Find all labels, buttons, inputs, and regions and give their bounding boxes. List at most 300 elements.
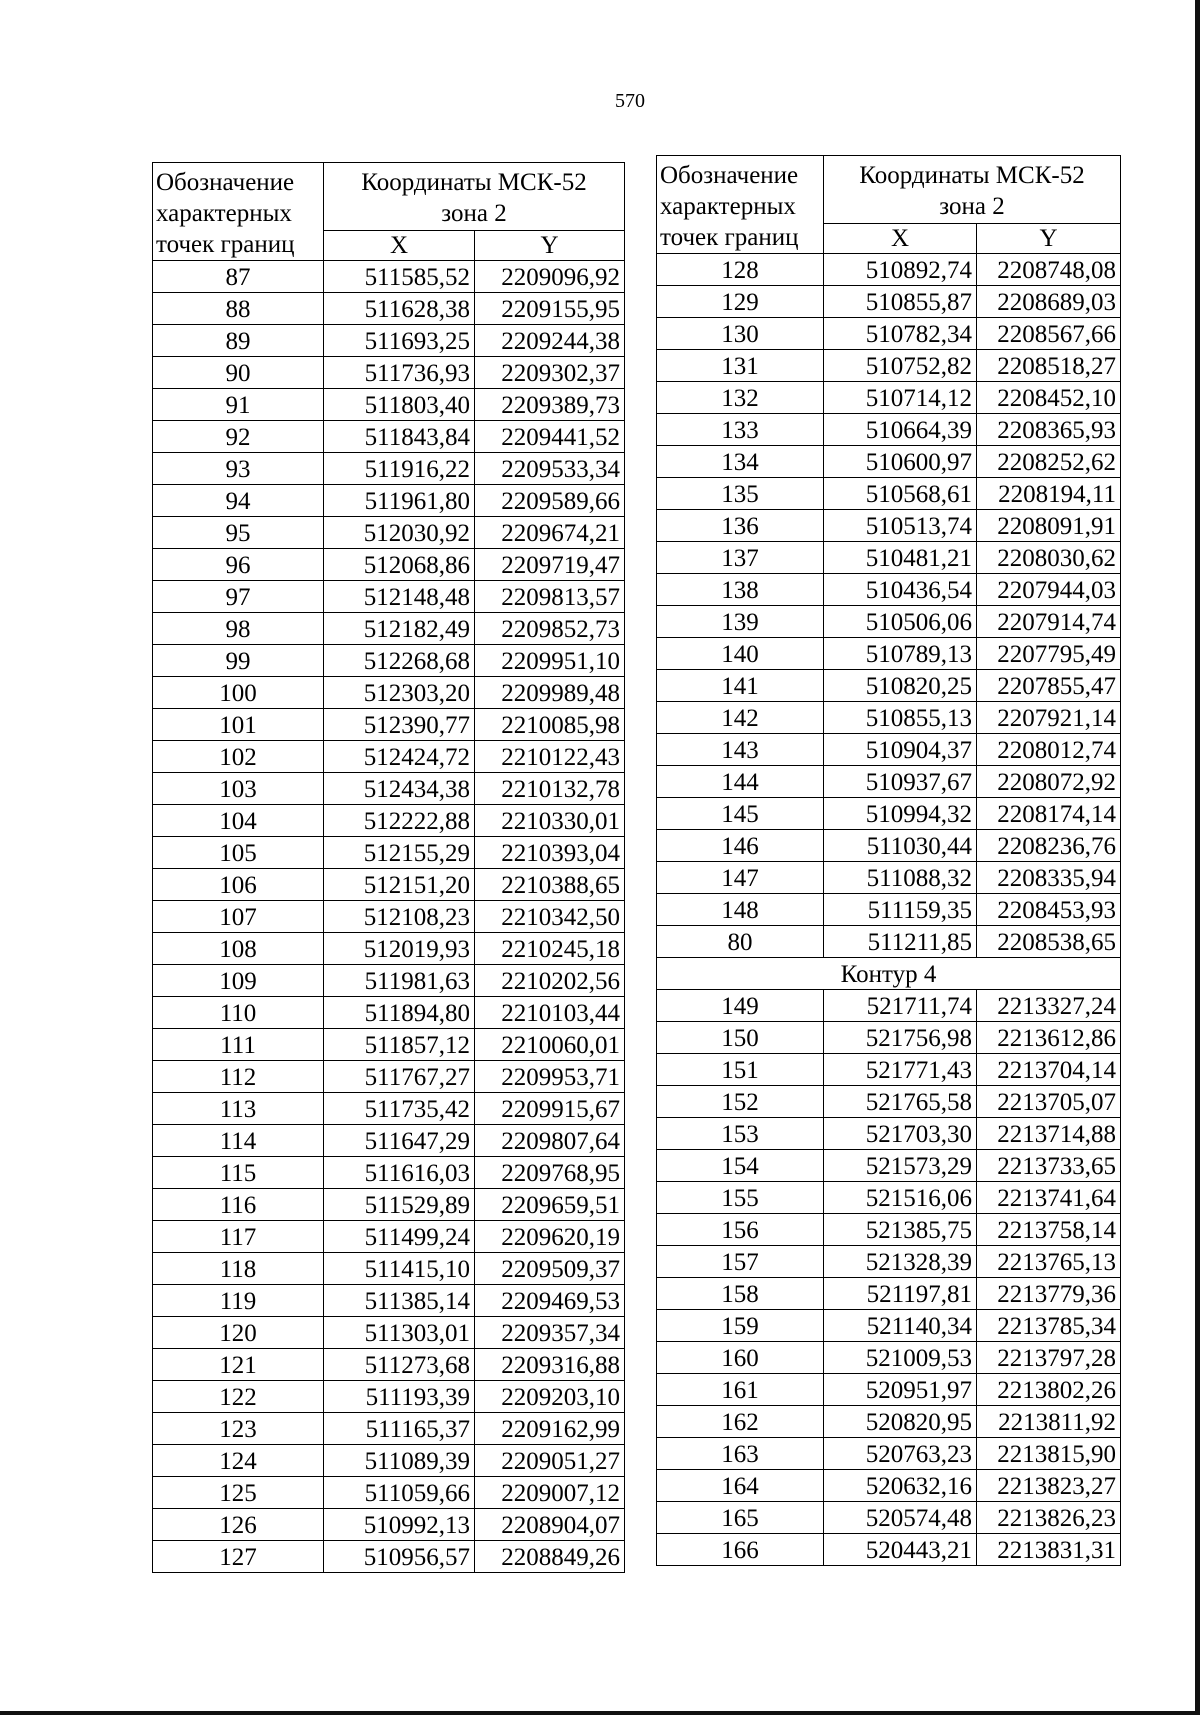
header-coordinates-system: Координаты МСК-52 (859, 162, 1085, 189)
point-id-cell: 125 (153, 1477, 324, 1509)
point-id-cell: 163 (657, 1438, 824, 1470)
point-id-cell: 89 (153, 325, 324, 357)
header-coordinates-zone: зона 2 (939, 193, 1005, 220)
x-coordinate-cell: 512068,86 (324, 549, 475, 581)
table-row (153, 1253, 625, 1285)
table-row (657, 1502, 1121, 1534)
x-coordinate-cell: 521140,34 (824, 1310, 977, 1342)
table-row (153, 805, 625, 837)
point-id-cell: 113 (153, 1093, 324, 1125)
point-id-cell: 141 (657, 670, 824, 702)
y-coordinate-cell: 2208236,76 (977, 830, 1121, 862)
x-coordinate-cell: 511894,80 (324, 997, 475, 1029)
left-table-body (153, 261, 625, 1573)
x-coordinate-cell: 521516,06 (824, 1182, 977, 1214)
x-coordinate-cell: 520632,16 (824, 1470, 977, 1502)
point-id-cell: 114 (153, 1125, 324, 1157)
x-coordinate-cell: 511767,27 (324, 1061, 475, 1093)
point-id-cell: 134 (657, 446, 824, 478)
point-id-cell: 103 (153, 773, 324, 805)
x-coordinate-cell: 512030,92 (324, 517, 475, 549)
point-id-cell: 110 (153, 997, 324, 1029)
point-id-cell: 109 (153, 965, 324, 997)
x-coordinate-cell: 511088,32 (824, 862, 977, 894)
header-x: X (824, 224, 977, 254)
x-coordinate-cell: 511059,66 (324, 1477, 475, 1509)
y-coordinate-cell: 2213823,27 (977, 1470, 1121, 1502)
header-coordinates-zone: зона 2 (441, 200, 507, 227)
y-coordinate-cell: 2208567,66 (977, 318, 1121, 350)
x-coordinate-cell: 511961,80 (324, 485, 475, 517)
y-coordinate-cell: 2210103,44 (475, 997, 625, 1029)
y-coordinate-cell: 2207914,74 (977, 606, 1121, 638)
y-coordinate-cell: 2208194,11 (977, 478, 1121, 510)
point-id-cell: 118 (153, 1253, 324, 1285)
table-row (657, 318, 1121, 350)
y-coordinate-cell: 2210122,43 (475, 741, 625, 773)
y-coordinate-cell: 2208012,74 (977, 734, 1121, 766)
table-row (657, 478, 1121, 510)
x-coordinate-cell: 510892,74 (824, 254, 977, 286)
y-coordinate-cell: 2208365,93 (977, 414, 1121, 446)
point-id-cell: 145 (657, 798, 824, 830)
point-id-cell: 138 (657, 574, 824, 606)
y-coordinate-cell: 2209357,34 (475, 1317, 625, 1349)
point-id-cell: 131 (657, 350, 824, 382)
y-coordinate-cell: 2208174,14 (977, 798, 1121, 830)
table-row (657, 1054, 1121, 1086)
y-coordinate-cell: 2213779,36 (977, 1278, 1121, 1310)
table-row (153, 1029, 625, 1061)
point-id-cell: 127 (153, 1541, 324, 1573)
table-row (657, 670, 1121, 702)
point-id-cell: 121 (153, 1349, 324, 1381)
point-id-cell: 101 (153, 709, 324, 741)
point-id-cell: 90 (153, 357, 324, 389)
table-row (657, 766, 1121, 798)
y-coordinate-cell: 2209469,53 (475, 1285, 625, 1317)
y-coordinate-cell: 2207795,49 (977, 638, 1121, 670)
table-row (153, 1285, 625, 1317)
y-coordinate-cell: 2208335,94 (977, 862, 1121, 894)
point-id-cell: 152 (657, 1086, 824, 1118)
x-coordinate-cell: 512182,49 (324, 613, 475, 645)
x-coordinate-cell: 521765,58 (824, 1086, 977, 1118)
y-coordinate-cell: 2210388,65 (475, 869, 625, 901)
point-id-cell: 128 (657, 254, 824, 286)
y-coordinate-cell: 2208252,62 (977, 446, 1121, 478)
x-coordinate-cell: 510506,06 (824, 606, 977, 638)
x-coordinate-cell: 510904,37 (824, 734, 977, 766)
y-coordinate-cell: 2209813,57 (475, 581, 625, 613)
table-row (657, 798, 1121, 830)
point-id-cell: 156 (657, 1214, 824, 1246)
scan-edge-right (1195, 0, 1200, 1715)
x-coordinate-cell: 521009,53 (824, 1342, 977, 1374)
table-row (153, 1477, 625, 1509)
point-id-cell: 135 (657, 478, 824, 510)
point-id-cell: 160 (657, 1342, 824, 1374)
point-id-cell: 133 (657, 414, 824, 446)
y-coordinate-cell: 2208453,93 (977, 894, 1121, 926)
y-coordinate-cell: 2213733,65 (977, 1150, 1121, 1182)
table-row (153, 997, 625, 1029)
table-row (657, 510, 1121, 542)
point-id-cell: 132 (657, 382, 824, 414)
y-coordinate-cell: 2210393,04 (475, 837, 625, 869)
point-id-cell: 136 (657, 510, 824, 542)
x-coordinate-cell: 521756,98 (824, 1022, 977, 1054)
point-id-cell: 111 (153, 1029, 324, 1061)
table-row (657, 254, 1121, 286)
y-coordinate-cell: 2207944,03 (977, 574, 1121, 606)
point-id-cell: 147 (657, 862, 824, 894)
x-coordinate-cell: 512424,72 (324, 741, 475, 773)
x-coordinate-cell: 510937,67 (824, 766, 977, 798)
point-id-cell: 100 (153, 677, 324, 709)
x-coordinate-cell: 511211,85 (824, 926, 977, 958)
x-coordinate-cell: 510752,82 (824, 350, 977, 382)
point-id-cell: 123 (153, 1413, 324, 1445)
y-coordinate-cell: 2209659,51 (475, 1189, 625, 1221)
y-coordinate-cell: 2208904,07 (475, 1509, 625, 1541)
point-id-cell: 166 (657, 1534, 824, 1566)
table-row (153, 1413, 625, 1445)
point-id-cell: 115 (153, 1157, 324, 1189)
y-coordinate-cell: 2208452,10 (977, 382, 1121, 414)
header-y: Y (977, 224, 1121, 254)
x-coordinate-cell: 510664,39 (824, 414, 977, 446)
y-coordinate-cell: 2208030,62 (977, 542, 1121, 574)
table-row (153, 1093, 625, 1125)
y-coordinate-cell: 2213797,28 (977, 1342, 1121, 1374)
table-row (153, 1381, 625, 1413)
table-row (153, 1349, 625, 1381)
table-row (657, 414, 1121, 446)
x-coordinate-cell: 511616,03 (324, 1157, 475, 1189)
x-coordinate-cell: 511529,89 (324, 1189, 475, 1221)
point-id-cell: 126 (153, 1509, 324, 1541)
y-coordinate-cell: 2209852,73 (475, 613, 625, 645)
table-row (657, 1022, 1121, 1054)
y-coordinate-cell: 2209155,95 (475, 293, 625, 325)
header-coordinates-system: Координаты МСК-52 (361, 169, 587, 196)
y-coordinate-cell: 2209953,71 (475, 1061, 625, 1093)
point-id-cell: 105 (153, 837, 324, 869)
table-row (153, 677, 625, 709)
point-id-cell: 97 (153, 581, 324, 613)
point-id-cell: 94 (153, 485, 324, 517)
scan-edge-bottom (0, 1711, 1200, 1715)
x-coordinate-cell: 520951,97 (824, 1374, 977, 1406)
y-coordinate-cell: 2209807,64 (475, 1125, 625, 1157)
x-coordinate-cell: 512222,88 (324, 805, 475, 837)
table-row (657, 1086, 1121, 1118)
header-y: Y (475, 231, 625, 261)
y-coordinate-cell: 2213802,26 (977, 1374, 1121, 1406)
x-coordinate-cell: 511736,93 (324, 357, 475, 389)
table-row (657, 606, 1121, 638)
y-coordinate-cell: 2213758,14 (977, 1214, 1121, 1246)
table-row (153, 773, 625, 805)
x-coordinate-cell: 520763,23 (824, 1438, 977, 1470)
x-coordinate-cell: 511916,22 (324, 453, 475, 485)
header-coordinates (324, 163, 625, 231)
y-coordinate-cell: 2209951,10 (475, 645, 625, 677)
y-coordinate-cell: 2213612,86 (977, 1022, 1121, 1054)
x-coordinate-cell: 510855,13 (824, 702, 977, 734)
x-coordinate-cell: 510600,97 (824, 446, 977, 478)
x-coordinate-cell: 511857,12 (324, 1029, 475, 1061)
table-row (657, 1438, 1121, 1470)
x-coordinate-cell: 511193,39 (324, 1381, 475, 1413)
table-row (657, 1246, 1121, 1278)
point-id-cell: 98 (153, 613, 324, 645)
point-id-cell: 120 (153, 1317, 324, 1349)
table-row (153, 581, 625, 613)
y-coordinate-cell: 2210342,50 (475, 901, 625, 933)
point-id-cell: 102 (153, 741, 324, 773)
table-row (153, 741, 625, 773)
table-row (153, 389, 625, 421)
point-id-cell: 108 (153, 933, 324, 965)
x-coordinate-cell: 510513,74 (824, 510, 977, 542)
point-id-cell: 144 (657, 766, 824, 798)
x-coordinate-cell: 521197,81 (824, 1278, 977, 1310)
x-coordinate-cell: 511089,39 (324, 1445, 475, 1477)
coordinates-table-right (656, 155, 1121, 1566)
point-id-cell: 158 (657, 1278, 824, 1310)
x-coordinate-cell: 521711,74 (824, 990, 977, 1022)
table-row (153, 709, 625, 741)
x-coordinate-cell: 511273,68 (324, 1349, 475, 1381)
y-coordinate-cell: 2209203,10 (475, 1381, 625, 1413)
x-coordinate-cell: 512303,20 (324, 677, 475, 709)
table-row (153, 1317, 625, 1349)
x-coordinate-cell: 510782,34 (824, 318, 977, 350)
point-id-cell: 148 (657, 894, 824, 926)
y-coordinate-cell: 2209719,47 (475, 549, 625, 581)
table-row (153, 933, 625, 965)
point-id-cell: 116 (153, 1189, 324, 1221)
y-coordinate-cell: 2213826,23 (977, 1502, 1121, 1534)
table-row (153, 869, 625, 901)
table-row (153, 325, 625, 357)
point-id-cell: 140 (657, 638, 824, 670)
x-coordinate-cell: 512434,38 (324, 773, 475, 805)
y-coordinate-cell: 2209768,95 (475, 1157, 625, 1189)
x-coordinate-cell: 511647,29 (324, 1125, 475, 1157)
table-row (657, 1406, 1121, 1438)
y-coordinate-cell: 2213705,07 (977, 1086, 1121, 1118)
y-coordinate-cell: 2207855,47 (977, 670, 1121, 702)
x-coordinate-cell: 511628,38 (324, 293, 475, 325)
x-coordinate-cell: 511585,52 (324, 261, 475, 293)
y-coordinate-cell: 2208091,91 (977, 510, 1121, 542)
y-coordinate-cell: 2210085,98 (475, 709, 625, 741)
point-id-cell: 104 (153, 805, 324, 837)
table-row (153, 901, 625, 933)
right-table-body (657, 254, 1121, 1566)
x-coordinate-cell: 510956,57 (324, 1541, 475, 1573)
table-row (153, 613, 625, 645)
y-coordinate-cell: 2213704,14 (977, 1054, 1121, 1086)
point-id-cell: 96 (153, 549, 324, 581)
table-row (657, 574, 1121, 606)
x-coordinate-cell: 511030,44 (824, 830, 977, 862)
table-row (657, 702, 1121, 734)
point-id-cell: 157 (657, 1246, 824, 1278)
y-coordinate-cell: 2208849,26 (475, 1541, 625, 1573)
table-row (657, 1310, 1121, 1342)
x-coordinate-cell: 512151,20 (324, 869, 475, 901)
point-id-cell: 80 (657, 926, 824, 958)
table-row (153, 965, 625, 997)
x-coordinate-cell: 511385,14 (324, 1285, 475, 1317)
y-coordinate-cell: 2209589,66 (475, 485, 625, 517)
y-coordinate-cell: 2209007,12 (475, 1477, 625, 1509)
point-id-cell: 99 (153, 645, 324, 677)
y-coordinate-cell: 2209620,19 (475, 1221, 625, 1253)
table-row (153, 517, 625, 549)
y-coordinate-cell: 2210060,01 (475, 1029, 625, 1061)
table-row (153, 261, 625, 293)
point-id-cell: 95 (153, 517, 324, 549)
point-id-cell: 146 (657, 830, 824, 862)
header-coordinates (824, 156, 1121, 224)
table-row (657, 734, 1121, 766)
point-id-cell: 162 (657, 1406, 824, 1438)
y-coordinate-cell: 2210330,01 (475, 805, 625, 837)
y-coordinate-cell: 2213831,31 (977, 1534, 1121, 1566)
y-coordinate-cell: 2208748,08 (977, 254, 1121, 286)
point-id-cell: 92 (153, 421, 324, 453)
y-coordinate-cell: 2209441,52 (475, 421, 625, 453)
x-coordinate-cell: 512108,23 (324, 901, 475, 933)
point-id-cell: 129 (657, 286, 824, 318)
header-point-designation: Обозначение характерных точек границ (153, 163, 324, 261)
x-coordinate-cell: 520574,48 (824, 1502, 977, 1534)
y-coordinate-cell: 2209389,73 (475, 389, 625, 421)
point-id-cell: 159 (657, 1310, 824, 1342)
y-coordinate-cell: 2208689,03 (977, 286, 1121, 318)
y-coordinate-cell: 2208072,92 (977, 766, 1121, 798)
point-id-cell: 137 (657, 542, 824, 574)
x-coordinate-cell: 521328,39 (824, 1246, 977, 1278)
point-id-cell: 88 (153, 293, 324, 325)
x-coordinate-cell: 511499,24 (324, 1221, 475, 1253)
table-row (153, 1541, 625, 1573)
table-row (657, 638, 1121, 670)
x-coordinate-cell: 511165,37 (324, 1413, 475, 1445)
table-row (657, 382, 1121, 414)
point-id-cell: 93 (153, 453, 324, 485)
point-id-cell: 107 (153, 901, 324, 933)
x-coordinate-cell: 511303,01 (324, 1317, 475, 1349)
y-coordinate-cell: 2213815,90 (977, 1438, 1121, 1470)
x-coordinate-cell: 512148,48 (324, 581, 475, 613)
y-coordinate-cell: 2209302,37 (475, 357, 625, 389)
point-id-cell: 119 (153, 1285, 324, 1317)
point-id-cell: 164 (657, 1470, 824, 1502)
table-row (153, 837, 625, 869)
y-coordinate-cell: 2213327,24 (977, 990, 1121, 1022)
table-row (153, 1157, 625, 1189)
table-row (153, 1445, 625, 1477)
table-row (153, 1125, 625, 1157)
table-row (657, 542, 1121, 574)
x-coordinate-cell: 521385,75 (824, 1214, 977, 1246)
x-coordinate-cell: 510855,87 (824, 286, 977, 318)
table-row (657, 1374, 1121, 1406)
x-coordinate-cell: 511981,63 (324, 965, 475, 997)
point-id-cell: 130 (657, 318, 824, 350)
x-coordinate-cell: 521771,43 (824, 1054, 977, 1086)
point-id-cell: 142 (657, 702, 824, 734)
y-coordinate-cell: 2209674,21 (475, 517, 625, 549)
table-row (657, 894, 1121, 926)
y-coordinate-cell: 2210132,78 (475, 773, 625, 805)
y-coordinate-cell: 2209915,67 (475, 1093, 625, 1125)
y-coordinate-cell: 2208538,65 (977, 926, 1121, 958)
y-coordinate-cell: 2209162,99 (475, 1413, 625, 1445)
x-coordinate-cell: 511693,25 (324, 325, 475, 357)
x-coordinate-cell: 510992,13 (324, 1509, 475, 1541)
point-id-cell: 161 (657, 1374, 824, 1406)
y-coordinate-cell: 2209533,34 (475, 453, 625, 485)
y-coordinate-cell: 2209051,27 (475, 1445, 625, 1477)
page-number: 570 (615, 90, 645, 112)
point-id-cell: 165 (657, 1502, 824, 1534)
y-coordinate-cell: 2207921,14 (977, 702, 1121, 734)
x-coordinate-cell: 512155,29 (324, 837, 475, 869)
point-id-cell: 124 (153, 1445, 324, 1477)
y-coordinate-cell: 2210245,18 (475, 933, 625, 965)
table-row (153, 549, 625, 581)
point-id-cell: 122 (153, 1381, 324, 1413)
point-id-cell: 87 (153, 261, 324, 293)
table-row (657, 1118, 1121, 1150)
x-coordinate-cell: 510789,13 (824, 638, 977, 670)
y-coordinate-cell: 2209509,37 (475, 1253, 625, 1285)
y-coordinate-cell: 2213811,92 (977, 1406, 1121, 1438)
y-coordinate-cell: 2208518,27 (977, 350, 1121, 382)
table-row (657, 1182, 1121, 1214)
point-id-cell: 143 (657, 734, 824, 766)
table-row (153, 293, 625, 325)
point-id-cell: 154 (657, 1150, 824, 1182)
table-row (153, 1509, 625, 1541)
header-point-designation: Обозначение характерных точек границ (657, 156, 824, 254)
x-coordinate-cell: 510481,21 (824, 542, 977, 574)
y-coordinate-cell: 2213741,64 (977, 1182, 1121, 1214)
point-id-cell: 112 (153, 1061, 324, 1093)
table-row (657, 1150, 1121, 1182)
x-coordinate-cell: 511415,10 (324, 1253, 475, 1285)
header-x: X (324, 231, 475, 261)
x-coordinate-cell: 521703,30 (824, 1118, 977, 1150)
y-coordinate-cell: 2209316,88 (475, 1349, 625, 1381)
y-coordinate-cell: 2213765,13 (977, 1246, 1121, 1278)
table-row (657, 1534, 1121, 1566)
table-row (657, 286, 1121, 318)
table-row (657, 1214, 1121, 1246)
point-id-cell: 151 (657, 1054, 824, 1086)
x-coordinate-cell: 512019,93 (324, 933, 475, 965)
y-coordinate-cell: 2210202,56 (475, 965, 625, 997)
point-id-cell: 139 (657, 606, 824, 638)
point-id-cell: 91 (153, 389, 324, 421)
